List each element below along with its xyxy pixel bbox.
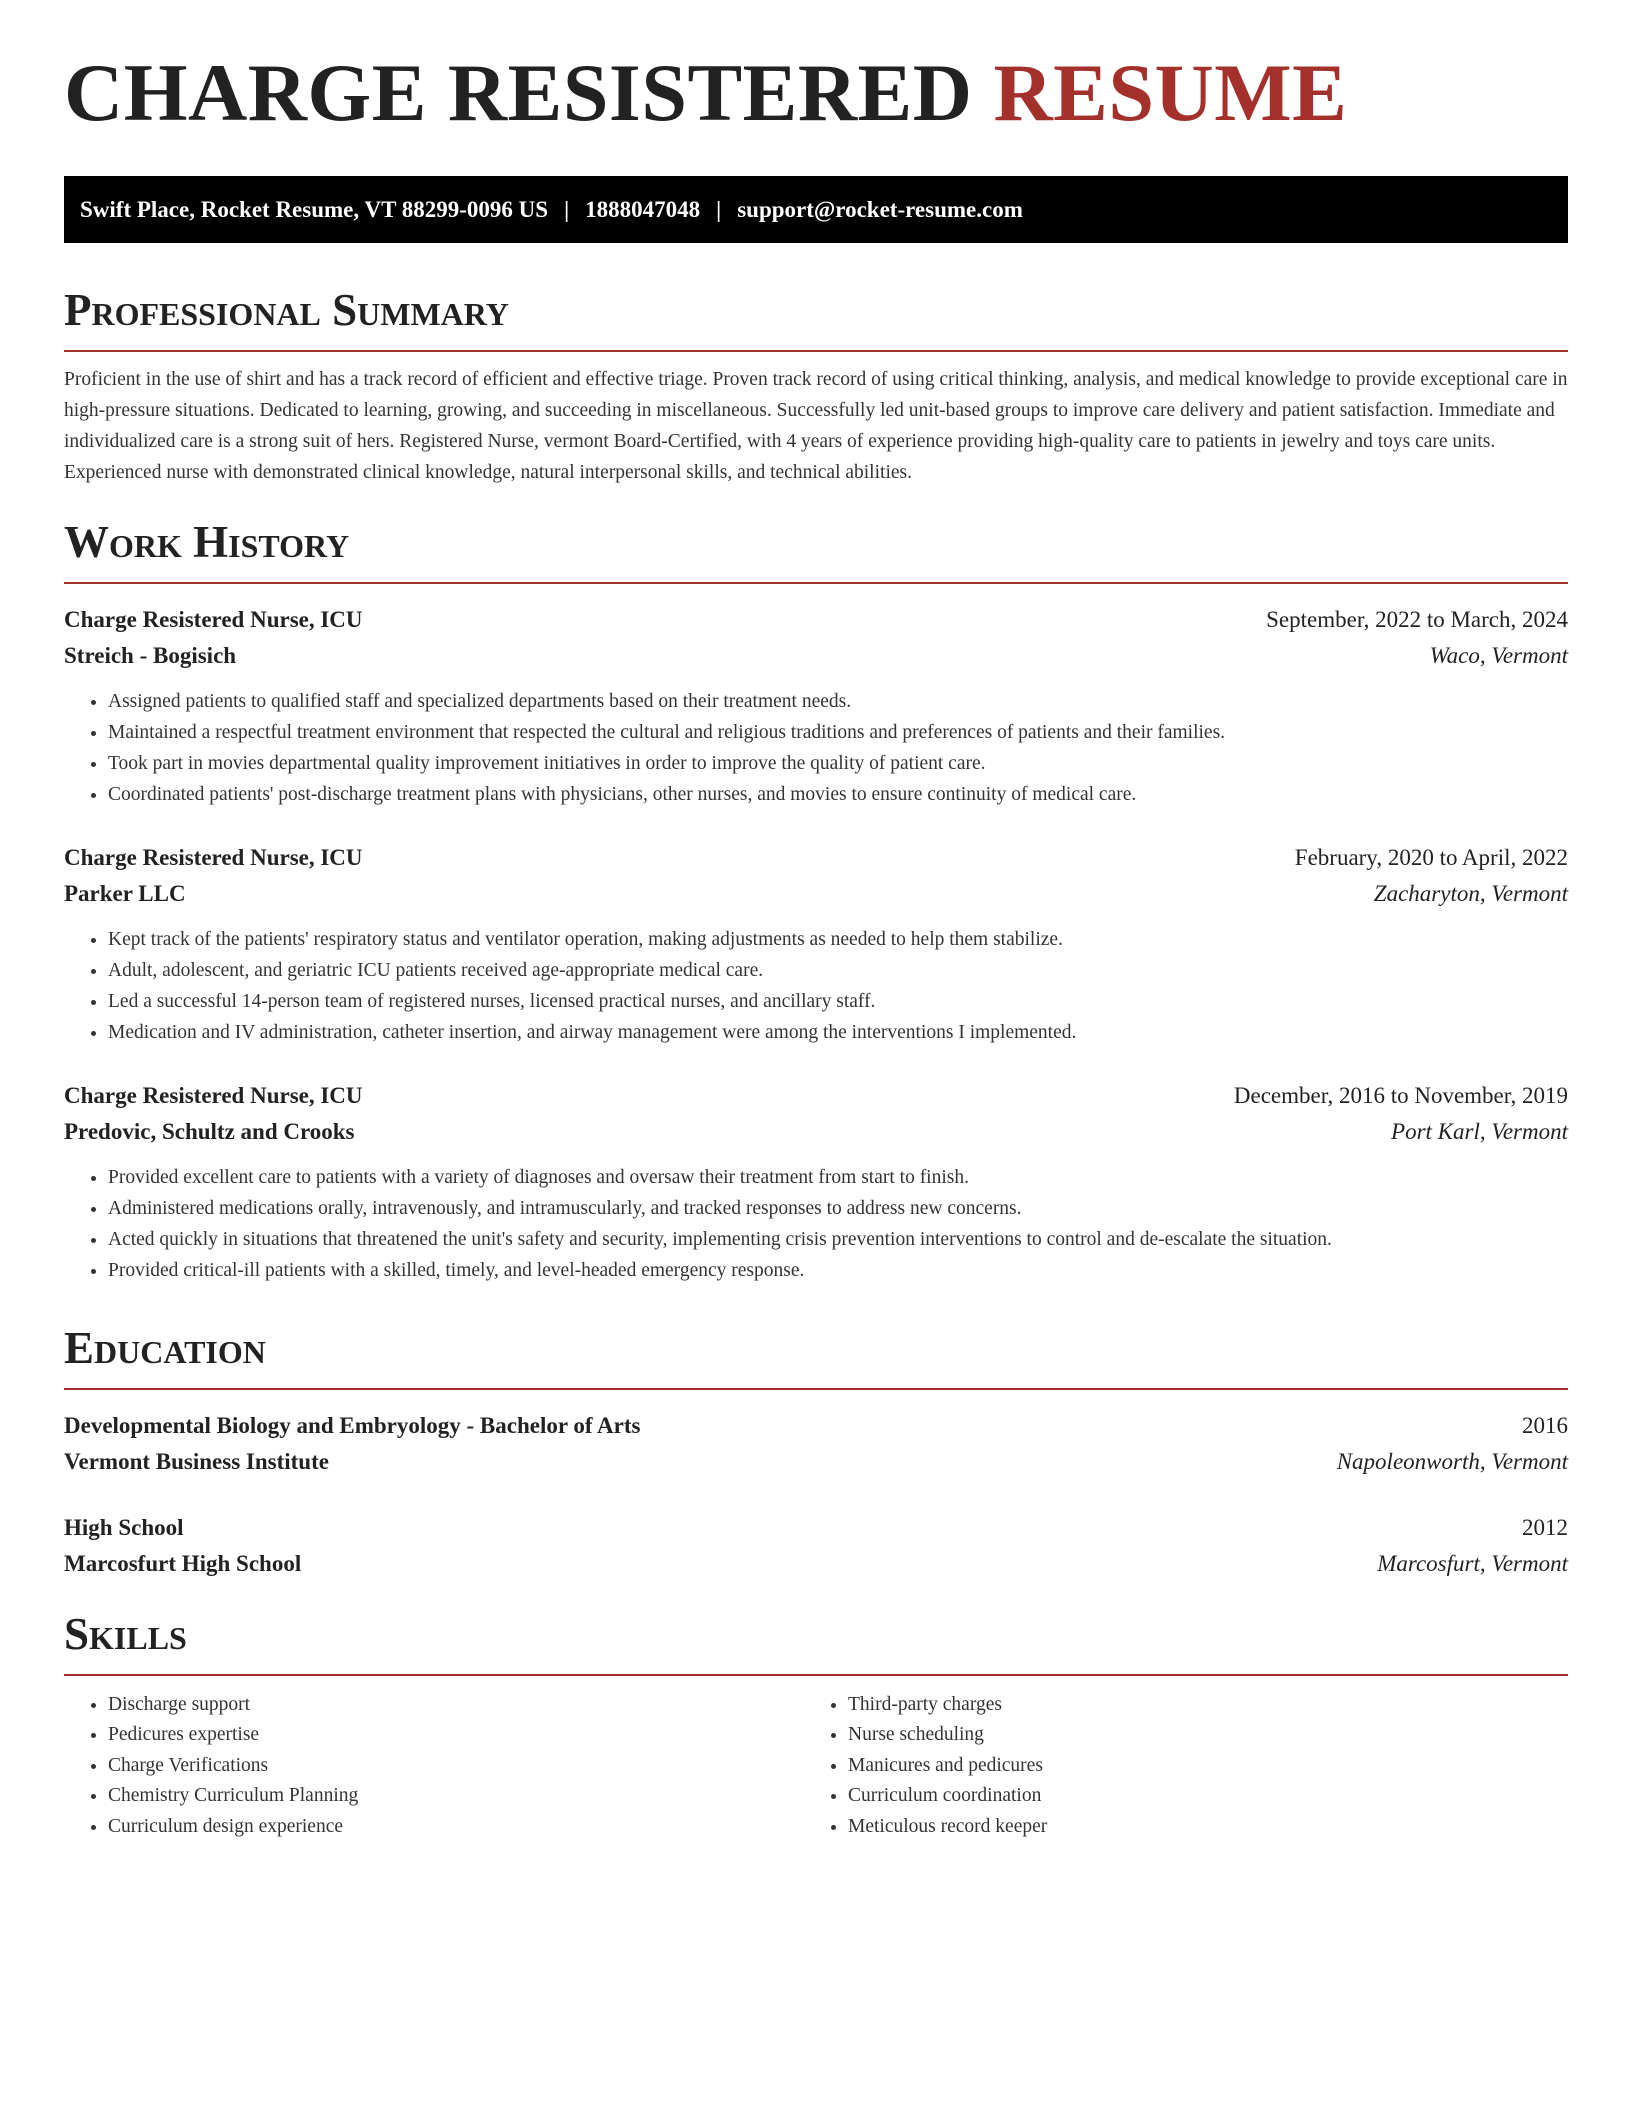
job-dates: September, 2022 to March, 2024 (1266, 606, 1568, 632)
job-dates: December, 2016 to November, 2019 (1233, 1082, 1568, 1108)
skill-item: • Manicures and pedicures (848, 1751, 1544, 1782)
job-bullet: • Led a successful 14-person team of registered nurses, licensed practical nurses, and ancillary staff. (108, 986, 1568, 1017)
job-bullet: • Adult, adolescent, and geriatric ICU patients received age-appropriate medical care. (108, 955, 1568, 986)
contact-bar (64, 176, 1568, 243)
work-history-heading: Work History (64, 517, 350, 567)
contact-phone: 1888047048 (585, 196, 701, 222)
job-title: Charge Resistered Nurse, ICU (64, 1082, 363, 1108)
job-entry (64, 1078, 1568, 1286)
job-bullets (64, 1162, 1568, 1286)
job-bullet: • Coordinated patients' post-discharge treatment plans with physicians, other nurses, and movies to ensure continuity of medical care. (108, 779, 1568, 810)
contact-address: Swift Place, Rocket Resume, VT 88299-0096 US (80, 196, 549, 222)
section-divider (64, 582, 1568, 584)
skill-item: • Curriculum design experience (108, 1812, 804, 1843)
section-divider (64, 350, 1568, 352)
skills-list-left (64, 1690, 804, 1843)
skill-item: • Meticulous record keeper (848, 1812, 1544, 1843)
education-entry (64, 1510, 1568, 1582)
job-entry (64, 602, 1568, 810)
title-main: CHARGE RESISTERED (64, 47, 973, 138)
skills-heading: Skills (64, 1609, 187, 1659)
job-location: Zacharyton, Vermont (1373, 880, 1568, 906)
skill-item: • Discharge support (108, 1690, 804, 1721)
education-location: Marcosfurt, Vermont (1377, 1550, 1568, 1576)
education-section (64, 1324, 1568, 1582)
job-title: Charge Resistered Nurse, ICU (64, 606, 363, 632)
job-location: Waco, Vermont (1429, 642, 1568, 668)
skills-columns (64, 1690, 1568, 1843)
job-dates: February, 2020 to April, 2022 (1294, 844, 1568, 870)
job-bullet: • Provided excellent care to patients with a variety of diagnoses and oversaw their treatment from start to finish. (108, 1162, 1568, 1193)
skill-item: • Third-party charges (848, 1690, 1544, 1721)
job-bullets (64, 924, 1568, 1048)
education-location: Napoleonworth, Vermont (1336, 1448, 1568, 1474)
job-bullet: • Took part in movies departmental quality improvement initiatives in order to improve the quality of patient care. (108, 748, 1568, 779)
job-company: Streich - Bogisich (64, 642, 237, 668)
work-history-section (64, 518, 1568, 1286)
job-bullet: • Maintained a respectful treatment environment that respected the cultural and religious traditions and preferences of patients and their families. (108, 717, 1568, 748)
job-entry (64, 840, 1568, 1048)
resume-title (64, 47, 1348, 138)
job-bullet: • Administered medications orally, intravenously, and intramuscularly, and tracked responses to address new concerns. (108, 1193, 1568, 1224)
job-bullet: • Acted quickly in situations that threatened the unit's safety and security, implementing crisis prevention interventions to control and de-escalate the situation. (108, 1224, 1568, 1255)
job-bullet: • Assigned patients to qualified staff and specialized departments based on their treatment needs. (108, 686, 1568, 717)
job-bullet: • Provided critical-ill patients with a skilled, timely, and level-headed emergency response. (108, 1255, 1568, 1286)
job-bullet: • Medication and IV administration, catheter insertion, and airway management were among the interventions I implemented. (108, 1017, 1568, 1048)
job-title: Charge Resistered Nurse, ICU (64, 844, 363, 870)
skills-list-right (804, 1690, 1544, 1843)
education-entry (64, 1408, 1568, 1480)
summary-heading: Professional Summary (64, 285, 509, 335)
section-divider (64, 1388, 1568, 1390)
skill-item: • Chemistry Curriculum Planning (108, 1781, 804, 1812)
contact-separator: | (564, 196, 570, 222)
skill-item: • Pedicures expertise (108, 1720, 804, 1751)
contact-separator: | (716, 196, 722, 222)
job-bullet: • Kept track of the patients' respiratory status and ventilator operation, making adjustments as needed to help them stabilize. (108, 924, 1568, 955)
summary-text: Proficient in the use of shirt and has a track record of efficient and effective triage. Proven track record of using critical thinking, analysis, and medical knowledge to provide exceptional care in high-pressure situations. Dedicated to learning, growing, and succeeding in miscellaneous. Successfully led unit-based groups to improve care delivery and patient satisfaction. Immediate and individualized care is a strong suit of hers. Registered Nurse, vermont Board-Certified, with 4 years of experience providing high-quality care to patients in jewelry and toys care units. Experienced nurse with demonstrated clinical knowledge, natural interpersonal skills, and technical abilities. (64, 368, 1568, 483)
education-degree: High School (64, 1514, 184, 1540)
education-school: Marcosfurt High School (64, 1550, 302, 1576)
title-accent: RESUME (993, 47, 1348, 138)
section-divider (64, 1674, 1568, 1676)
skill-item: • Charge Verifications (108, 1751, 804, 1782)
education-year: 2012 (1522, 1514, 1568, 1540)
skill-item: • Curriculum coordination (848, 1781, 1544, 1812)
summary-section (64, 286, 1568, 488)
contact-email: support@rocket-resume.com (737, 196, 1023, 222)
skill-item: • Nurse scheduling (848, 1720, 1544, 1751)
job-bullets (64, 686, 1568, 810)
education-heading: Education (64, 1323, 266, 1373)
skills-section (64, 1610, 1568, 1842)
education-school: Vermont Business Institute (64, 1448, 329, 1474)
education-degree: Developmental Biology and Embryology - Bachelor of Arts (64, 1412, 641, 1438)
education-year: 2016 (1522, 1412, 1568, 1438)
job-company: Parker LLC (64, 880, 186, 906)
job-location: Port Karl, Vermont (1391, 1118, 1568, 1144)
job-company: Predovic, Schultz and Crooks (64, 1118, 355, 1144)
